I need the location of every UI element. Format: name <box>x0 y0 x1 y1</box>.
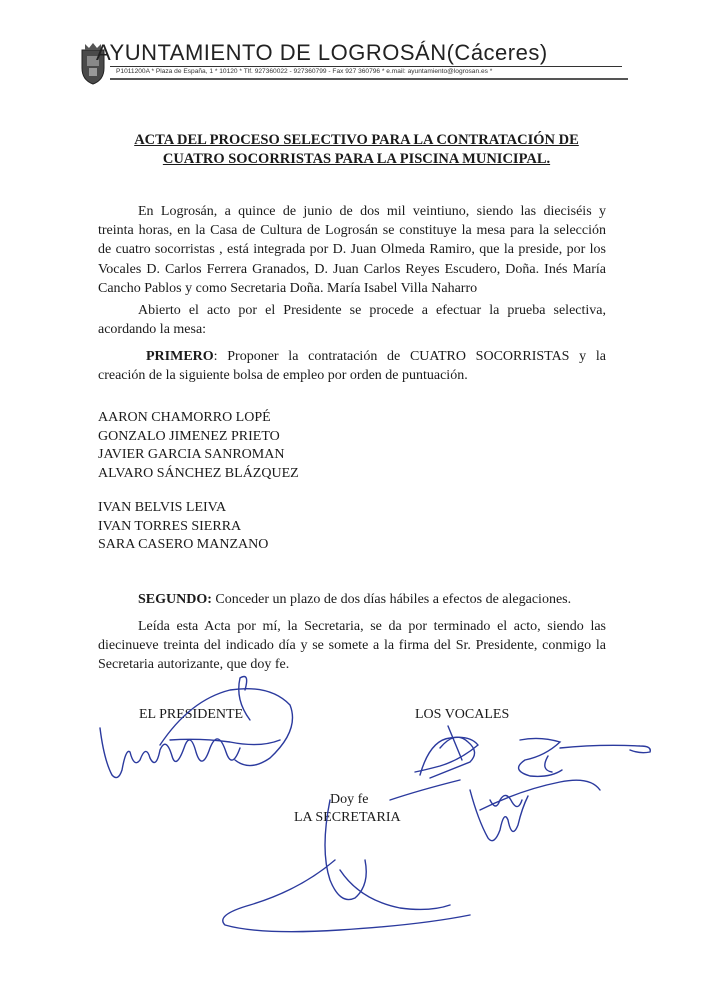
list-item: JAVIER GARCIA SANROMAN <box>98 447 285 463</box>
paragraph-line: diecinueve treinta del indicado día y se somete a la firma del Sr. Presidente, conmigo la <box>98 638 606 654</box>
intro-paragraph <box>98 202 606 298</box>
paragraph-line: Vocales D. Carlos Ferrera Granados, D. Juan Carlos Reyes Escudero, Doña. Inés María <box>98 261 606 277</box>
header-rule-top <box>110 66 622 67</box>
heading-line: CUATRO SOCORRISTAS PARA LA PISCINA MUNICIPAL. <box>162 151 551 167</box>
vocales-label: LOS VOCALES <box>415 707 510 722</box>
list-item: GONZALO JIMENEZ PRIETO <box>98 428 280 444</box>
paragraph-line: En Logrosán, a quince de junio de dos mil veintiuno, siendo las dieciséis y <box>138 204 606 219</box>
list-item: ALVARO SÁNCHEZ BLÁZQUEZ <box>98 465 299 481</box>
paragraph-line: treinta horas, en la Casa de Cultura de Logrosán se constituye la mesa para la selección <box>98 223 606 239</box>
president-signature <box>100 677 293 778</box>
paragraph-line: creación de la siguiente bolsa de empleo por orden de puntuación. <box>98 368 468 384</box>
primero-label: PRIMERO <box>146 349 214 364</box>
president-label: EL PRESIDENTE <box>139 707 244 722</box>
paragraph-line: de cuatro socorristas , está integrada por D. Juan Olmeda Ramiro, que la preside, por los <box>98 242 606 258</box>
list-item: AARON CHAMORRO LOPÉ <box>98 410 271 425</box>
paragraph-line <box>98 590 606 609</box>
vocal-signature-2 <box>519 738 651 776</box>
doy-fe-label: Doy fe <box>330 792 369 807</box>
heading-line: ACTA DEL PROCESO SELECTIVO PARA LA CONTRATACIÓN DE <box>134 132 579 148</box>
paragraph-line: Leída esta Acta por mí, la Secretaria, se da por terminado el acto, siendo las <box>138 619 606 634</box>
vocal-signature-1 <box>415 726 478 778</box>
document-heading <box>90 131 623 169</box>
primero-text: : Proponer la contratación de CUATRO SOCORRISTAS y la <box>213 349 606 364</box>
selected-list <box>98 409 299 483</box>
list-item: SARA CASERO MANZANO <box>98 537 269 553</box>
header-rule-bottom <box>110 78 628 80</box>
municipality-title: AYUNTAMIENTO DE LOGROSÁN(Cáceres) <box>96 40 548 65</box>
contact-line: P1011200A * Plaza de España, 1 * 10120 * Tlf. 927360022 - 927360799 - Fax 927 360796 * e.mail: ayuntamiento@logrosan.es * <box>116 68 493 75</box>
segundo-paragraph <box>98 590 606 609</box>
reserve-list <box>98 499 268 555</box>
closing-paragraph <box>98 617 606 675</box>
segundo-label: SEGUNDO: <box>138 592 212 607</box>
opening-paragraph <box>98 301 606 339</box>
paragraph-line: acordando la mesa: <box>98 322 207 338</box>
secretary-label: LA SECRETARIA <box>294 810 401 825</box>
list-item: IVAN BELVIS LEIVA <box>98 500 227 515</box>
paragraph-line: Abierto el acto por el Presidente se procede a efectuar la prueba selectiva, <box>138 303 606 318</box>
paragraph-line: Cancho Pablos y como Secretaria Doña. María Isabel Villa Naharro <box>98 280 478 296</box>
segundo-text: Conceder un plazo de dos días hábiles a efectos de alegaciones. <box>211 592 572 607</box>
list-item: IVAN TORRES SIERRA <box>98 518 242 534</box>
paragraph-line <box>98 347 606 366</box>
paragraph-line: Secretaria autorizante, que doy fe. <box>98 657 290 673</box>
primero-paragraph <box>98 347 606 385</box>
vocal-signature-3 <box>390 780 600 841</box>
